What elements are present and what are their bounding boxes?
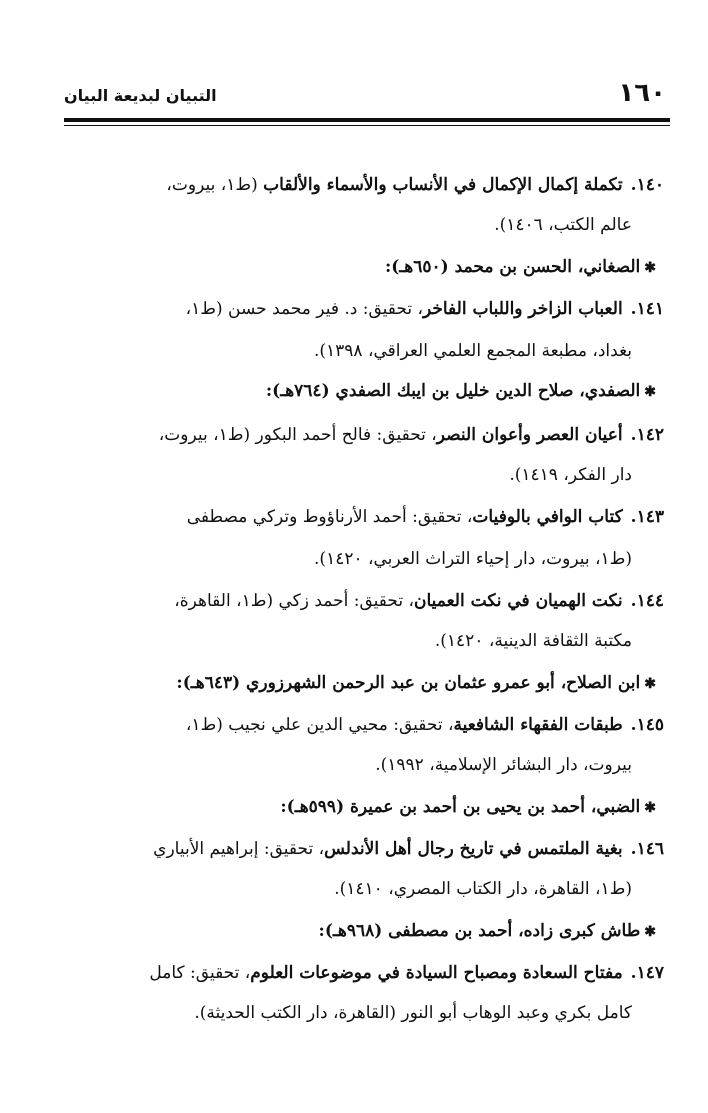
asterisk-icon: ✱ [644, 260, 656, 276]
entry-number: ١٤٦. [630, 839, 664, 859]
entry-143-line-2: (ط١، بيروت، دار إحياء التراث العربي، ١٤٢٠). [314, 549, 632, 569]
entry-details: ، تحقيق: أحمد الأرناؤوط وتركي مصطفى [186, 507, 473, 527]
entry-number: ١٤٣. [630, 507, 664, 527]
asterisk-icon: ✱ [644, 924, 656, 940]
entry-title: العباب الزاخر واللباب الفاخر [422, 299, 623, 319]
entry-number: ١٤٠. [630, 175, 664, 195]
header-rule-thin [64, 125, 670, 126]
page-number: ١٦٠ [618, 78, 666, 108]
author-name: طاش كبرى زاده، أحمد بن مصطفى (٩٦٨هـ): [318, 921, 641, 941]
entry-title: تكملة إكمال الإكمال في الأنساب والأسماء والألقاب [263, 175, 623, 195]
entry-title: كتاب الوافي بالوفيات [472, 507, 623, 527]
entry-number: ١٤٢. [630, 425, 664, 445]
entry-145-line-1 [64, 712, 664, 740]
author-heading-ibn-salah [64, 670, 656, 698]
entry-145-line-2: بيروت، دار البشائر الإسلامية، ١٩٩٢). [375, 755, 632, 775]
author-name: الصفدي، صلاح الدين خليل بن ايبك الصفدي (٧٦٤هـ): [265, 381, 641, 401]
entry-141-line-1 [64, 296, 664, 324]
entry-144-line-2: مكتبة الثقافة الدينية، ١٤٢٠). [434, 631, 632, 651]
header-rule-thick [64, 118, 670, 122]
author-name: الضبي، أحمد بن يحيى بن أحمد بن عميرة (٥٩٩هـ): [280, 797, 641, 817]
author-heading-saghani [64, 254, 656, 282]
entry-140-line-2: عالم الكتب، ١٤٠٦). [494, 215, 632, 235]
entry-title: طبقات الفقهاء الشافعية [453, 715, 623, 735]
asterisk-icon: ✱ [644, 800, 656, 816]
author-name: ابن الصلاح، أبو عمرو عثمان بن عبد الرحمن الشهرزوري (٦٤٣هـ): [176, 673, 641, 693]
entry-number: ١٤٤. [630, 591, 664, 611]
entry-number: ١٤٥. [630, 715, 664, 735]
entry-143-line-1 [64, 504, 664, 532]
entry-title: مفتاح السعادة ومصباح السيادة في موضوعات العلوم [250, 963, 623, 983]
author-name: الصغاني، الحسن بن محمد (٦٥٠هـ): [384, 257, 641, 277]
entry-details: ، تحقيق: محيي الدين علي نجيب (ط١، [185, 715, 454, 735]
asterisk-icon: ✱ [644, 384, 656, 400]
running-title: التبيان لبديعة البيان [64, 86, 217, 105]
entry-title: نكت الهميان في نكت العميان [413, 591, 623, 611]
entry-number: ١٤٧. [630, 963, 664, 983]
entry-details: ، تحقيق: كامل [149, 963, 251, 983]
entry-number: ١٤١. [630, 299, 664, 319]
entry-147-line-1 [64, 960, 664, 988]
entry-141-line-2: بغداد، مطبعة المجمع العلمي العراقي، ١٣٩٨). [313, 341, 632, 361]
entry-144-line-1 [64, 588, 664, 616]
author-heading-safadi [64, 378, 656, 406]
author-heading-tashkubrizadeh [64, 918, 656, 946]
entry-147-line-2: كامل بكري وعبد الوهاب أبو النور (القاهرة، دار الكتب الحديثة). [194, 1003, 632, 1023]
entry-details: ، تحقيق: د. فير محمد حسن (ط١، [185, 299, 423, 319]
entry-title: أعيان العصر وأعوان النصر [436, 425, 623, 445]
author-heading-dabbi [64, 794, 656, 822]
entry-details: ، تحقيق: فالح أحمد البكور (ط١، بيروت، [158, 425, 437, 445]
entry-146-line-2: (ط١، القاهرة، دار الكتاب المصري، ١٤١٠). [334, 879, 632, 899]
entry-140-line-1 [64, 172, 664, 200]
page-header [64, 78, 670, 118]
entry-title: بغية الملتمس في تاريخ رجال أهل الأندلس [324, 839, 623, 859]
entry-details: (ط١، بيروت، [166, 175, 264, 195]
entry-142-line-2: دار الفكر، ١٤١٩). [509, 465, 632, 485]
entry-142-line-1 [64, 422, 664, 450]
entry-details: ، تحقيق: أحمد زكي (ط١، القاهرة، [174, 591, 414, 611]
entry-146-line-1 [64, 836, 664, 864]
asterisk-icon: ✱ [644, 676, 656, 692]
entry-details: ، تحقيق: إبراهيم الأبياري [153, 839, 325, 859]
